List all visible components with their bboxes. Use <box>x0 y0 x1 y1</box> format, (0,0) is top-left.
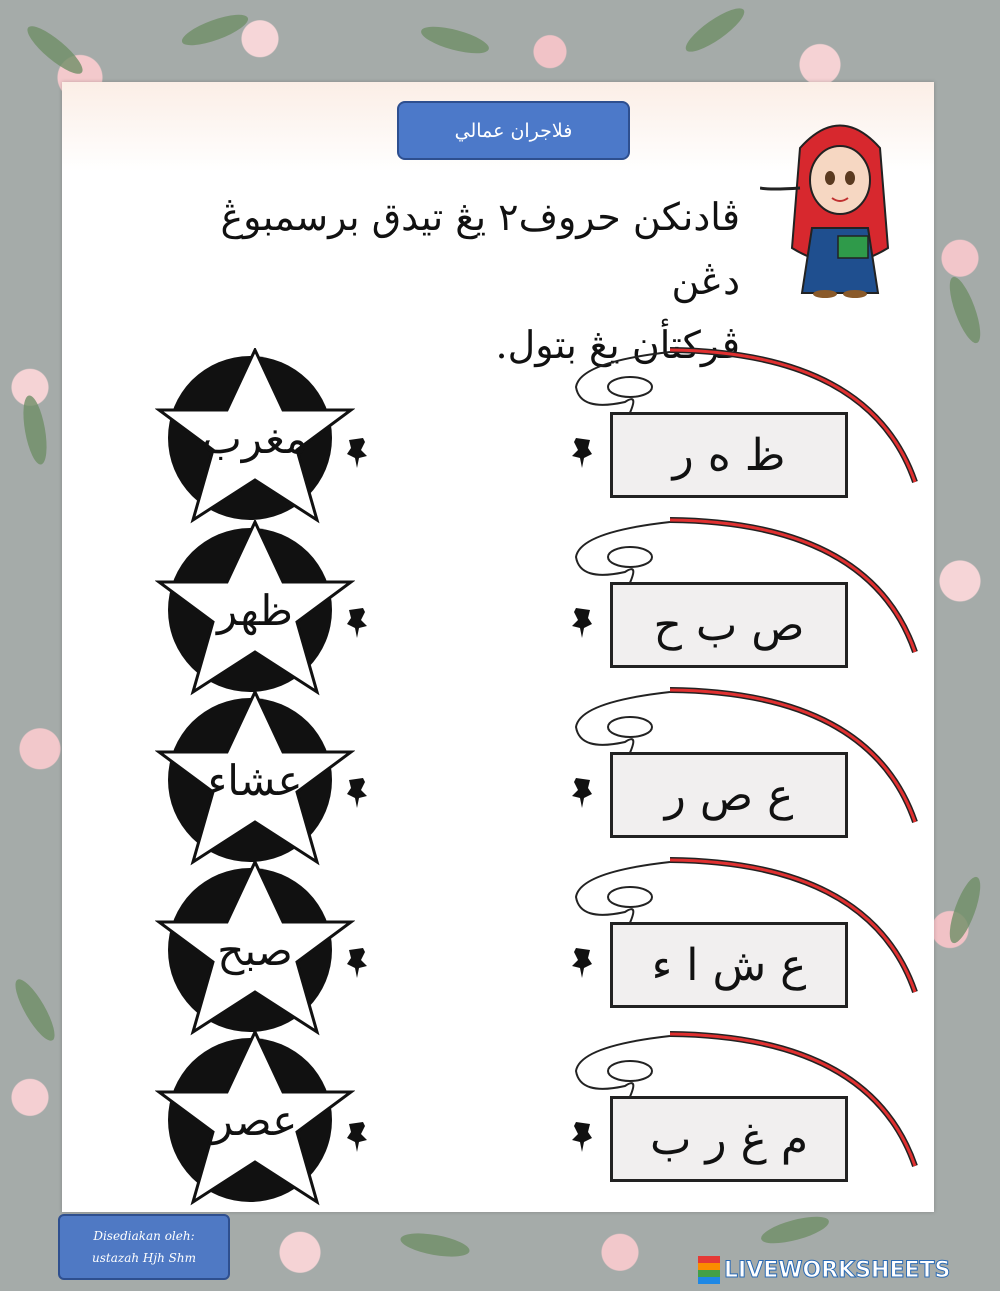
instruction-line-2: ڤركتأن يڠ بتول. <box>495 323 740 367</box>
star-word-text: صبح <box>217 925 293 975</box>
star-word-4[interactable] <box>155 860 355 1040</box>
author-credit <box>58 1214 230 1280</box>
leaf-decoration <box>944 874 987 947</box>
star-word-text: مغرب <box>202 413 308 463</box>
star-word-text: عشاء <box>207 755 303 805</box>
rod-card-5[interactable] <box>570 1026 920 1196</box>
letters-card: ع ص ر <box>610 752 848 838</box>
leaf-decoration <box>419 21 492 58</box>
title-label: فلاجران عمالي <box>397 101 630 160</box>
leaf-decoration <box>681 2 750 59</box>
credit-line-2: ustazah Hjh Shm <box>92 1251 196 1265</box>
star-word-text: ظهر <box>217 585 293 635</box>
letters-card: ص ب ح <box>610 582 848 668</box>
pushpin-icon[interactable] <box>345 436 371 470</box>
pushpin-icon[interactable] <box>345 1120 371 1154</box>
liveworksheets-logo[interactable] <box>698 1256 950 1284</box>
star-word-5[interactable] <box>155 1030 355 1210</box>
brand-mark-icon <box>698 1256 720 1284</box>
leaf-decoration <box>22 20 88 80</box>
leaf-decoration <box>399 1229 471 1261</box>
credit-line-1: Disediakan oleh: <box>93 1229 195 1243</box>
pushpin-icon[interactable] <box>345 606 371 640</box>
rod-card-2[interactable] <box>570 512 920 682</box>
brand-name: LIVEWORKSHEETS <box>724 1257 951 1283</box>
pushpin-icon[interactable] <box>345 946 371 980</box>
pushpin-icon[interactable] <box>345 776 371 810</box>
leaf-decoration <box>9 975 61 1046</box>
leaf-decoration <box>944 274 987 347</box>
teacher-illustration <box>760 108 920 298</box>
star-word-3[interactable] <box>155 690 355 870</box>
leaf-decoration <box>179 9 252 52</box>
letters-card: ظ ه ر <box>610 412 848 498</box>
letters-card: م غ ر ب <box>610 1096 848 1182</box>
star-word-text: عصر <box>212 1095 298 1145</box>
instruction-line-1: ڤادنكن حروف٢ يڠ تيدق برسمبوڠ دڠن <box>220 195 740 303</box>
rod-card-4[interactable] <box>570 852 920 1022</box>
star-word-2[interactable] <box>155 520 355 700</box>
rod-card-1[interactable] <box>570 342 920 512</box>
star-word-1[interactable] <box>155 348 355 528</box>
rod-card-3[interactable] <box>570 682 920 852</box>
leaf-decoration <box>759 1211 832 1248</box>
leaf-decoration <box>19 394 51 466</box>
letters-card: ع ش ا ء <box>610 922 848 1008</box>
